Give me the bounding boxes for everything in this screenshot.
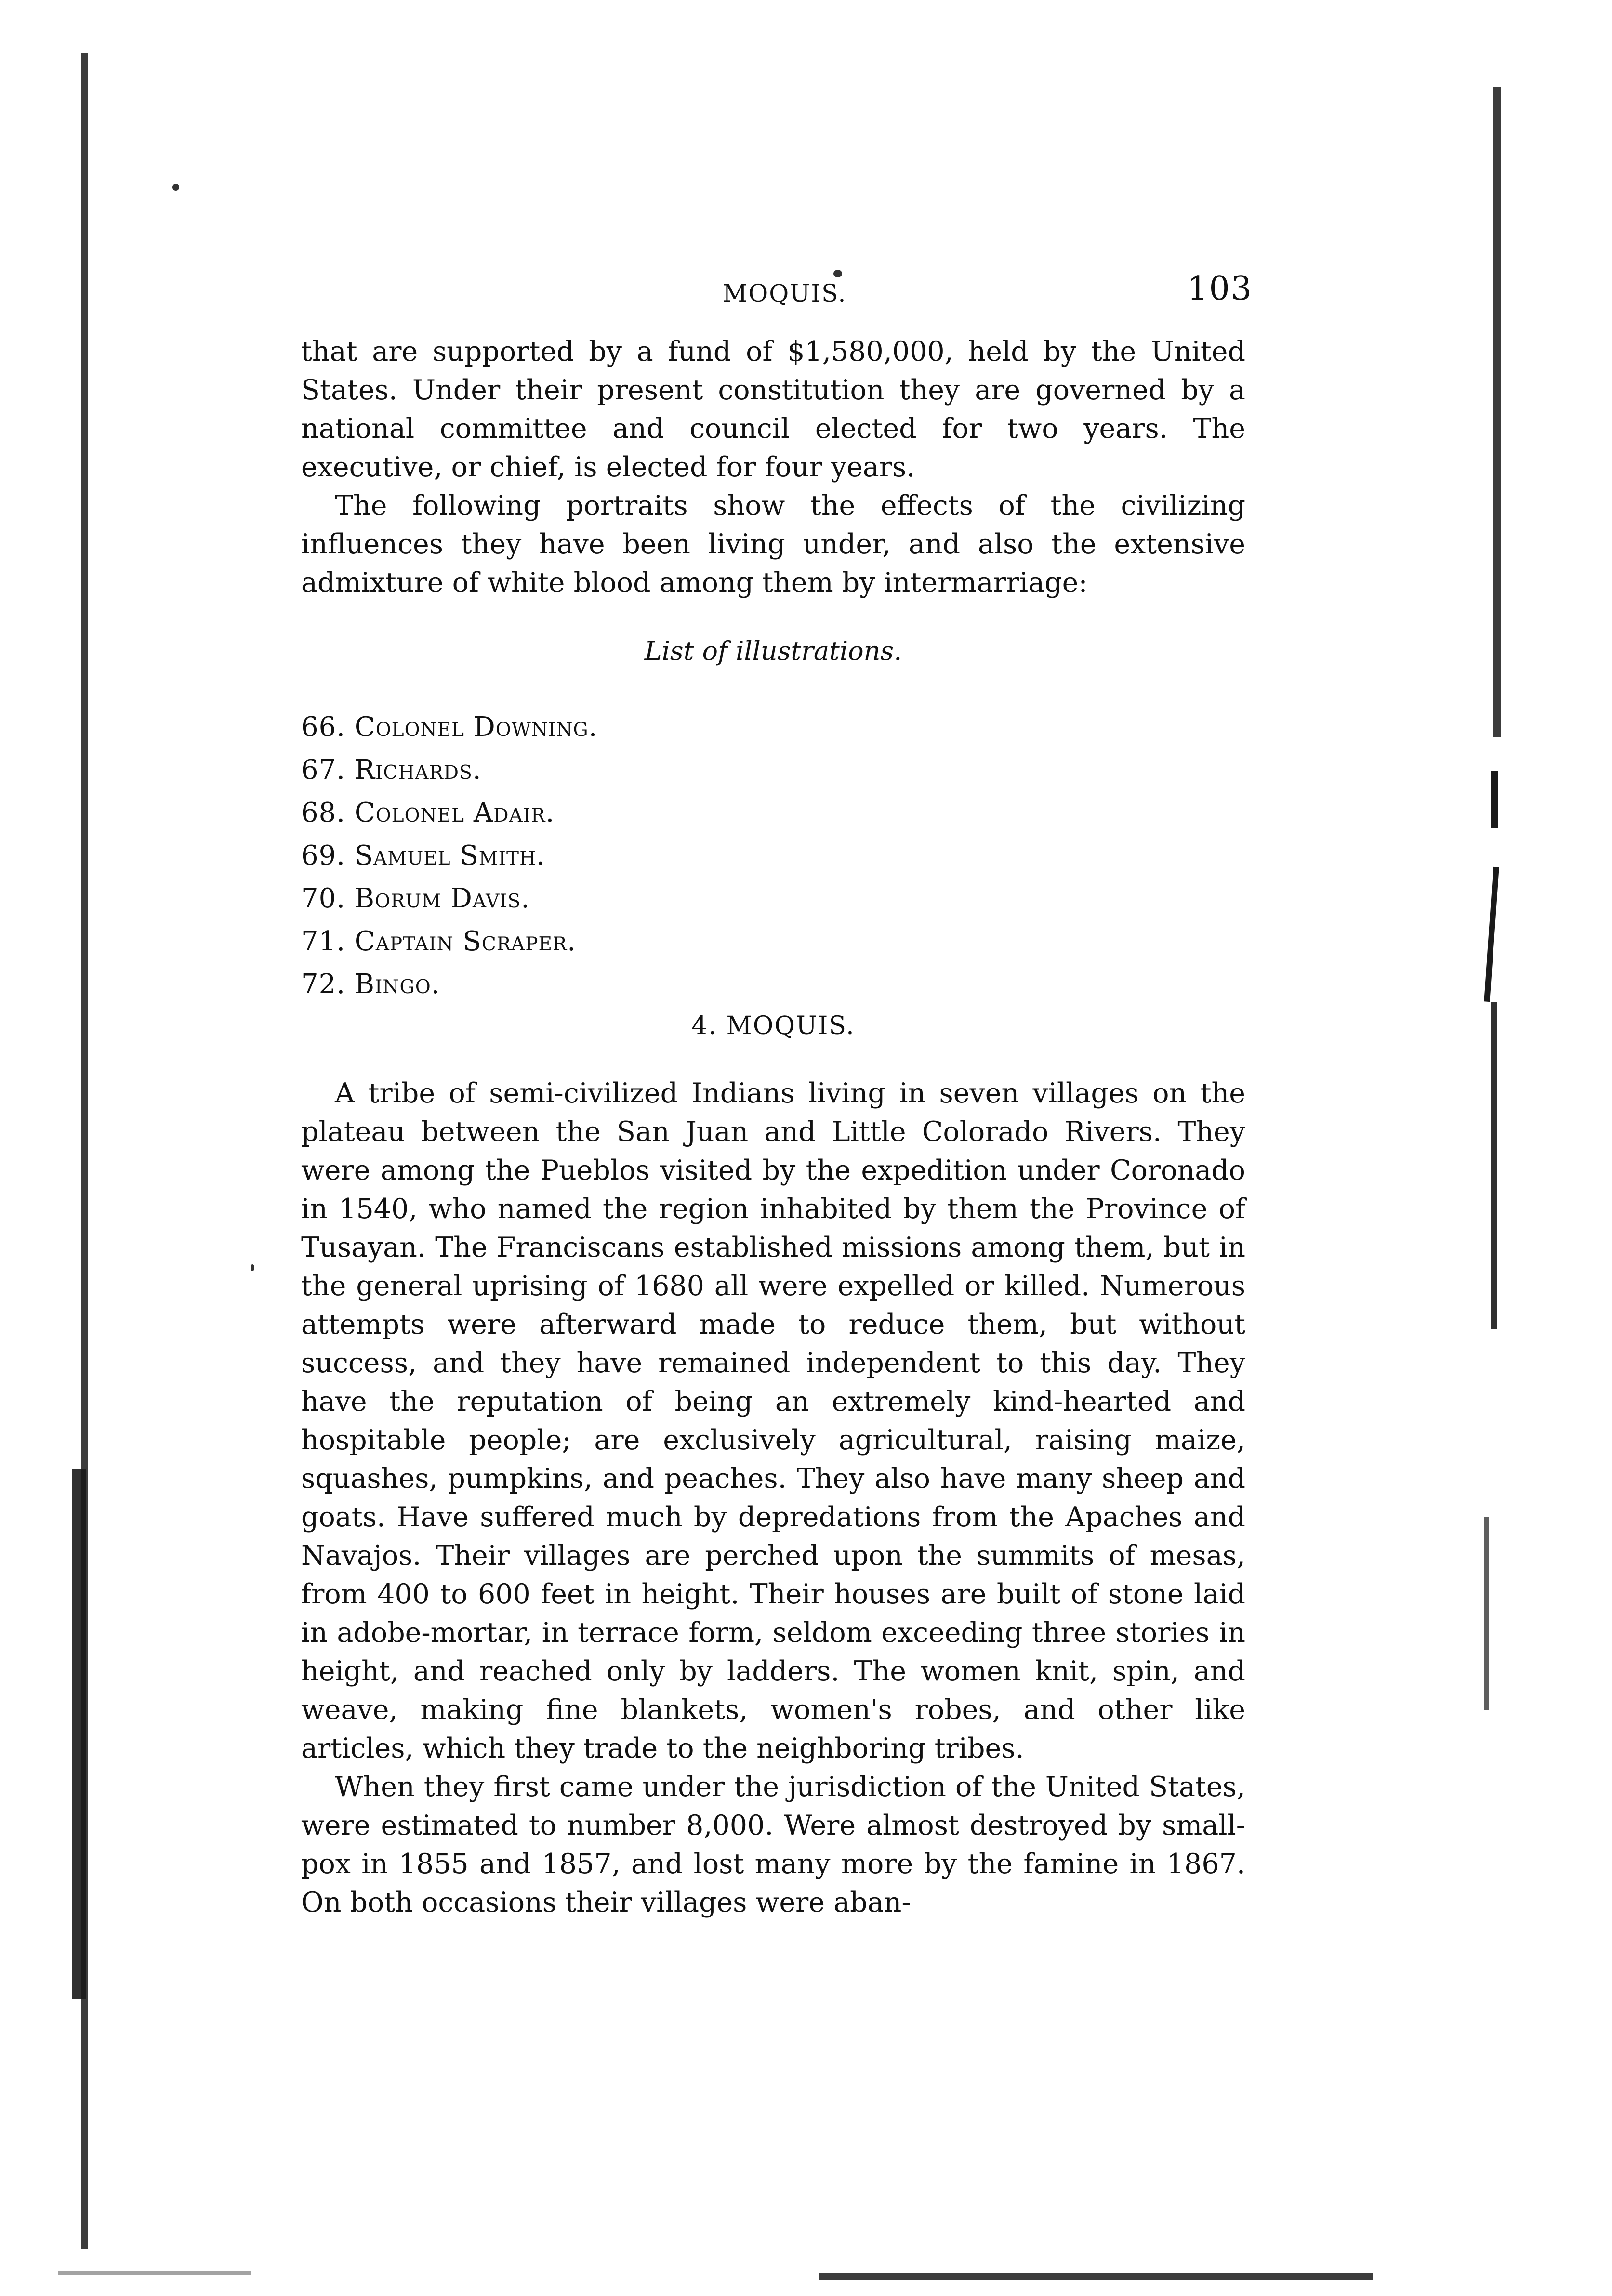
- illustrations-caption: List of illustrations.: [644, 636, 902, 666]
- scan-speck: [251, 1264, 254, 1271]
- paragraph-continuation: that are supported by a fund of $1,580,000, held by the United States. Under their present constitution they are governed by a national committee and council elected for two years. The executive, or chief, is elected for four years.: [301, 336, 1245, 483]
- paragraph-tribe-description: A tribe of semi-civilized Indians living in seven villages on the plateau between the San Juan and Little Colorado Rivers. They were among the Pueblos visited by the expedition under Coronado in 1540, who named the region inhabited by them the Province of Tusayan. The Franciscans established missions among them, but in the general uprising of 1680 all were expelled or killed. Numerous attempts were afterward made to reduce them, but without success, and they have remained independent to this day. They have the reputation of being an extremely kind-hearted and hospitable people; are exclusively agricultural, raising maize, squashes, pumpkins, and peaches. They also have many sheep and goats. Have suffered much by depredations from the Apaches and Navajos. Their villages are perched upon the summits of mesas, from 400 to 600 feet in height. Their houses are built of stone laid in adobe-mortar, in terrace form, seldom exceeding three stories in height, and reached only by ladders. The women knit, spin, and weave, making fine blankets, women's robes, and other like articles, which they trade to the neighboring tribes.: [301, 1077, 1245, 1764]
- bottom-left-scan-line: [58, 2271, 251, 2275]
- top-text-block: [301, 332, 1245, 602]
- running-head-title: MOQUIS.: [723, 279, 847, 307]
- list-item: 67. Richards.: [301, 754, 482, 786]
- right-margin-scan-line-slant: [1484, 867, 1499, 1002]
- right-margin-scan-line-mid: [1491, 771, 1498, 828]
- paragraph-portraits: The following portraits show the effects of the civilizing influences they have been living under, and also the extensive admixture of white blood among them by intermarriage:: [301, 490, 1245, 599]
- paragraph-population: When they first came under the jurisdiction of the United States, were estimated to number 8,000. Were almost destroyed by small-pox in 1855 and 1857, and lost many more by the famine in 1867. On both occasions their villages were aban-: [301, 1771, 1245, 1918]
- list-item: 66. Colonel Downing.: [301, 711, 598, 743]
- list-item: 68. Colonel Adair.: [301, 797, 555, 828]
- running-head: [699, 270, 1253, 313]
- section-heading: 4. MOQUIS.: [691, 1011, 855, 1040]
- right-margin-scan-line-top: [1493, 87, 1501, 737]
- right-margin-scan-line-bottom: [1484, 1517, 1489, 1710]
- list-item: 72. Bingo.: [301, 969, 440, 1000]
- illustrations-list: [301, 706, 1072, 1006]
- bottom-scan-line: [819, 2273, 1373, 2280]
- section-text-block: [301, 1074, 1245, 1922]
- scan-speck: [172, 184, 179, 191]
- right-margin-scan-line-lower: [1491, 1002, 1497, 1329]
- page-number: 103: [1187, 270, 1253, 308]
- left-margin-scan-line-thick: [72, 1469, 86, 1999]
- list-item: 70. Borum Davis.: [301, 883, 530, 914]
- list-item: 69. Samuel Smith.: [301, 840, 545, 871]
- list-item: 71. Captain Scraper.: [301, 926, 577, 957]
